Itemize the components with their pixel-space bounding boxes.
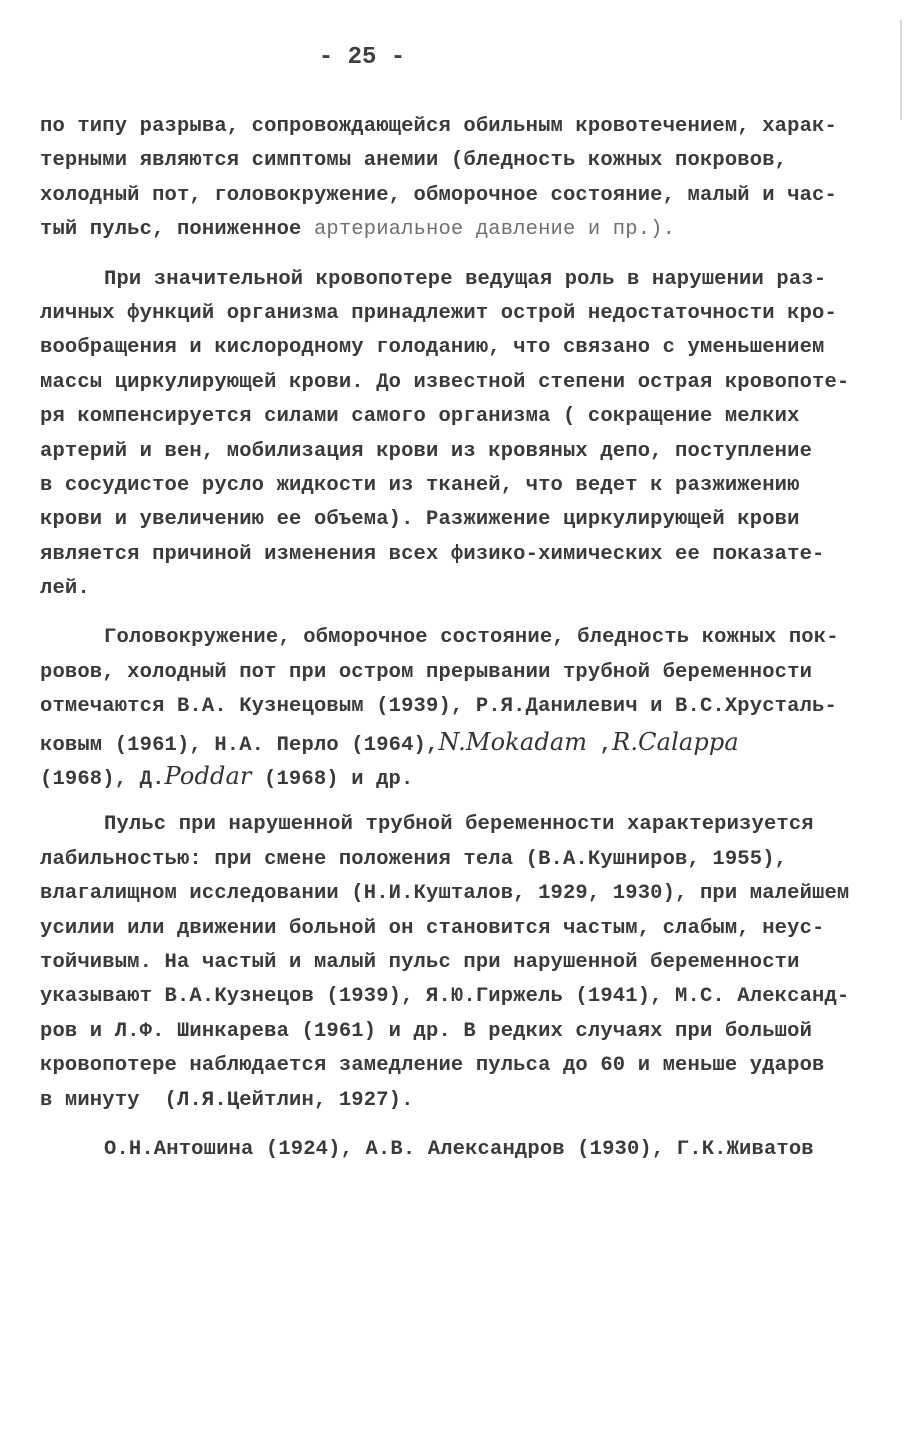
paragraph-3 bbox=[40, 621, 870, 793]
text-line: холодный пот, головокружение, обморочное состояние, малый и час- bbox=[40, 183, 837, 207]
paragraph-2 bbox=[40, 263, 870, 607]
text-line: Пульс при нарушенной трубной беременности характеризуется bbox=[104, 813, 814, 837]
paragraph-5 bbox=[40, 1133, 870, 1167]
text-fragment: (1968) и др. bbox=[251, 768, 414, 792]
text-fragment: (1968), Д. bbox=[40, 768, 165, 792]
text-line: в минуту (Л.Я.Цейтлин, 1927). bbox=[40, 1088, 414, 1112]
text-line: усилии или движении больной он становится частым, слабым, неус- bbox=[40, 916, 825, 940]
text-line: Головокружение, обморочное состояние, бледность кожных пок- bbox=[104, 626, 839, 650]
scan-edge-line bbox=[900, 20, 902, 120]
text-line: личных функций организма принадлежит острой недостаточности кро- bbox=[40, 301, 837, 325]
text-line bbox=[40, 759, 870, 793]
text-line: кровопотере наблюдается замедление пульса до 60 и меньше ударов bbox=[40, 1054, 825, 1078]
text-line: в сосудистое русло жидкости из тканей, что ведет к разжижению bbox=[40, 473, 800, 497]
text-line: При значительной кровопотере ведущая роль в нарушении раз- bbox=[104, 267, 827, 291]
text-line: лабильностью: при смене положения тела (В.А.Кушниров, 1955), bbox=[40, 847, 788, 871]
handwritten-name: Poddar bbox=[164, 762, 252, 791]
text-line: лей. bbox=[40, 577, 90, 601]
text-line bbox=[40, 213, 870, 247]
text-fragment: ковым (1961), Н.А. Перло (1964), bbox=[40, 733, 439, 757]
text-line: массы циркулирующей крови. До известной степени острая кровопоте- bbox=[40, 370, 850, 394]
handwritten-name: R.Calappa bbox=[612, 727, 739, 756]
text-line: крови и увеличению ее объема). Разжижение циркулирующей крови bbox=[40, 508, 800, 532]
text-line: указывают В.А.Кузнецов (1939), Я.Ю.Гиржель (1941), М.С. Александ- bbox=[40, 985, 850, 1009]
text-line: отмечаются В.А. Кузнецовым (1939), Р.Я.Данилевич и В.С.Хрусталь- bbox=[40, 695, 837, 719]
paragraph-1 bbox=[40, 110, 870, 248]
paragraph-4 bbox=[40, 808, 870, 1118]
text-line: терными являются симптомы анемии (бледность кожных покровов, bbox=[40, 149, 788, 173]
text-line: тойчивым. На частый и малый пульс при нарушенной беременности bbox=[40, 950, 800, 974]
text-line: по типу разрыва, сопровождающейся обильным кровотечением, харак- bbox=[40, 115, 837, 138]
text-line: ровов, холодный пот при остром прерывании трубной беременности bbox=[40, 660, 813, 684]
text-line bbox=[40, 725, 870, 759]
faint-text-fragment: артериальное давление и пр.). bbox=[301, 218, 676, 242]
handwritten-name: N.Mokadam bbox=[438, 727, 588, 756]
text-fragment: , bbox=[587, 733, 613, 757]
text-line: является причиной изменения всех физико-химических ее показате- bbox=[40, 542, 825, 566]
page-number: - 25 - bbox=[318, 44, 406, 71]
text-line: артерий и вен, мобилизация крови из кровяных депо, поступление bbox=[40, 439, 813, 463]
text-line: вообращения и кислородному голоданию, что связано с уменьшением bbox=[40, 336, 825, 360]
text-line: ря компенсируется силами самого организма ( сокращение мелких bbox=[40, 405, 800, 429]
text-line: ров и Л.Ф. Шинкарева (1961) и др. В редких случаях при большой bbox=[40, 1019, 813, 1043]
body-text bbox=[40, 110, 870, 1167]
text-line: О.Н.Антошина (1924), А.В. Александров (1930), Г.К.Живатов bbox=[104, 1137, 814, 1161]
text-line: влагалищном исследовании (Н.И.Кушталов, 1929, 1930), при малейшем bbox=[40, 882, 850, 906]
text-fragment: тый пульс, пониженное bbox=[40, 218, 302, 242]
